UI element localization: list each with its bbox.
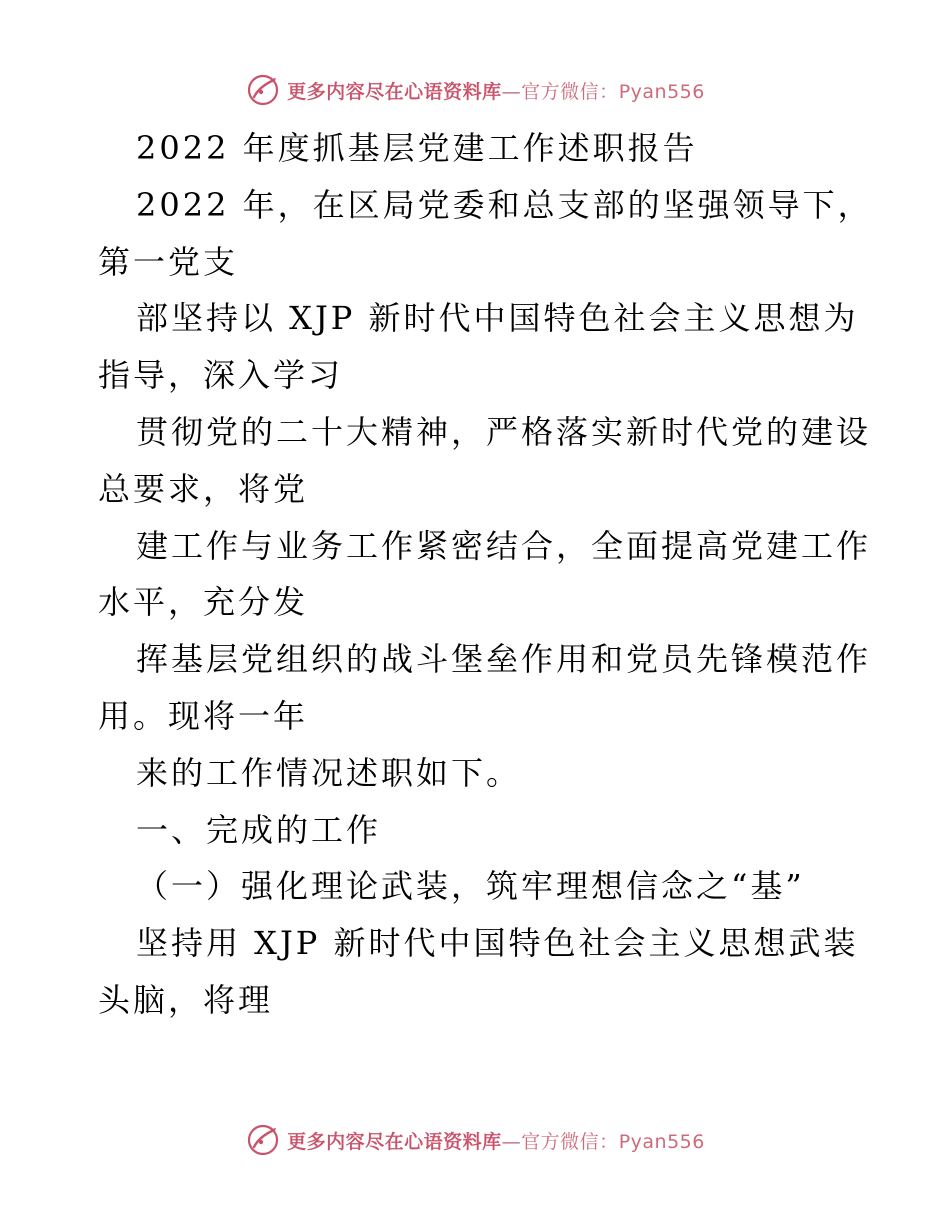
paragraph-line: 用。现将一年 <box>98 696 309 735</box>
header-watermark <box>0 70 950 110</box>
section-heading: 一、完成的工作 <box>136 810 382 849</box>
paragraph-line: 建工作与业务工作紧密结合，全面提高党建工作 <box>136 526 872 565</box>
watermark-text: 更多内容尽在心语资料库—官方微信：Pyan556 <box>287 1130 705 1153</box>
paragraph-line: 部坚持以 XJP 新时代中国特色社会主义思想为 <box>136 299 859 338</box>
pen-logo-icon <box>245 72 281 108</box>
paragraph-line: 头脑，将理 <box>98 980 274 1019</box>
paragraph-line: 水平，充分发 <box>98 583 309 622</box>
watermark-text: 更多内容尽在心语资料库—官方微信：Pyan556 <box>287 80 705 103</box>
paragraph-line: 坚持用 XJP 新时代中国特色社会主义思想武装 <box>136 924 859 963</box>
paragraph-line: 2022 年，在区局党委和总支部的坚强领导下， <box>136 185 873 224</box>
paragraph-line: 来的工作情况述职如下。 <box>136 753 522 792</box>
subsection-heading: （一）强化理论武装，筑牢理想信念之“基” <box>136 867 805 906</box>
paragraph-line: 总要求，将党 <box>98 469 309 508</box>
paragraph-line: 第一党支 <box>98 242 239 281</box>
document-title: 2022 年度抓基层党建工作述职报告 <box>136 129 698 167</box>
document-body <box>98 120 873 1029</box>
footer-watermark <box>0 1120 950 1160</box>
paragraph-line: 贯彻党的二十大精神，严格落实新时代党的建设 <box>136 412 872 451</box>
paragraph-line: 挥基层党组织的战斗堡垒作用和党员先锋模范作 <box>136 640 872 679</box>
paragraph-line: 指导，深入学习 <box>98 356 344 395</box>
pen-logo-icon <box>245 1122 281 1158</box>
